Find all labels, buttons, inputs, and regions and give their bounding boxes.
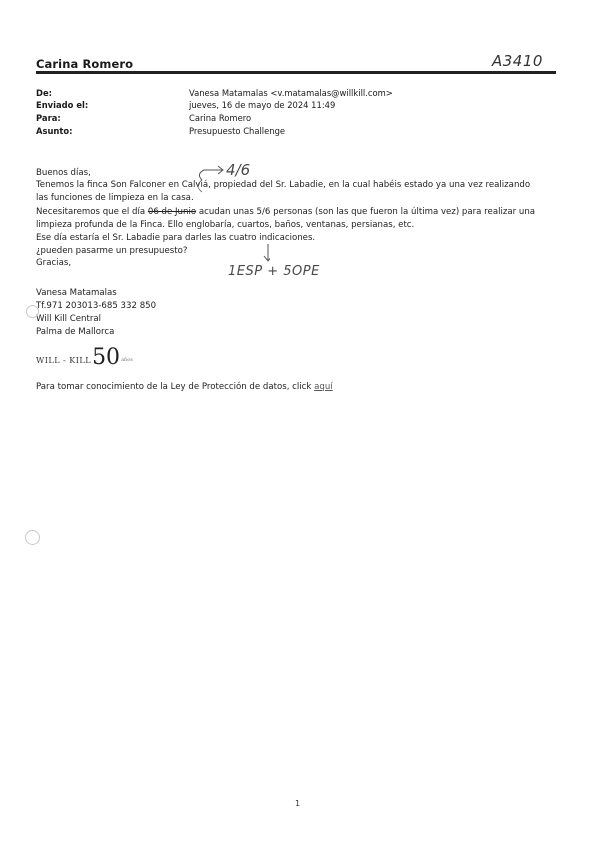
date-correction-arrow (199, 170, 222, 180)
logo-anniversary-suffix: años (121, 357, 133, 363)
punch-hole-mark-top (26, 305, 39, 318)
page-number: 1 (294, 799, 301, 808)
privacy-text: Para tomar conocimiento de la Ley de Protección de datos, click (36, 382, 312, 392)
subject-label: Asunto: (36, 126, 73, 136)
body-line-1: Tenemos la finca Son Falconer en Calviá, propiedad del Sr. Labadie, en la cual habéis estado ya una vez realizando (36, 180, 531, 190)
privacy-link[interactable]: aquí (314, 382, 333, 392)
header-divider (36, 71, 556, 74)
header-row-to (36, 113, 556, 125)
signature-name: Vanesa Matamalas (36, 288, 117, 298)
handwritten-reference-number: A3410 (492, 52, 543, 70)
logo-wordmark: WILL - KILL (36, 356, 92, 365)
header-row-sent (36, 100, 556, 112)
body-greeting: Buenos días, (36, 168, 91, 178)
handwritten-date-correction: 4/6 (226, 161, 251, 179)
struck-date: 06 de Junio (147, 207, 197, 217)
staff-note-arrowhead (264, 256, 270, 261)
to-value: Carina Romero (189, 113, 252, 123)
body-line-4: limpieza profunda de la Finca. Ello englobaría, cuartos, baños, ventanas, persianas, etc. (36, 220, 415, 230)
sent-value: jueves, 16 de mayo de 2024 11:49 (189, 100, 336, 110)
to-label: Para: (36, 113, 61, 123)
subject-value: Presupuesto Challenge (189, 126, 286, 136)
date-correction-bracket (198, 180, 202, 192)
signature-phone: Tf.971 203013-685 332 850 (36, 301, 157, 311)
logo-anniversary-number: 50 (92, 345, 121, 370)
signature-city: Palma de Mallorca (36, 327, 115, 337)
body-line-2: las funciones de limpieza en la casa. (36, 193, 194, 203)
signature-company: Will Kill Central (36, 314, 102, 324)
body-line-6: ¿pueden pasarme un presupuesto? (36, 246, 188, 256)
punch-hole-mark-middle (25, 530, 40, 545)
from-label: De: (36, 88, 52, 98)
header-row-subject (36, 126, 556, 138)
sender-name: Carina Romero (36, 57, 134, 71)
sent-label: Enviado el: (36, 100, 89, 110)
body-line-5: Ese día estaría el Sr. Labadie para darles las cuatro indicaciones. (36, 233, 316, 243)
body-line-3-start: Necesitaremos que el día (36, 207, 148, 217)
body-line-3 (36, 206, 535, 218)
header-row-from (36, 88, 556, 100)
company-logo (36, 345, 133, 369)
privacy-notice (36, 381, 333, 393)
from-value: Vanesa Matamalas <v.matamalas@willkill.com> (189, 88, 393, 98)
handwritten-staff-note: 1ESP + 5OPE (228, 264, 320, 279)
body-line-3-end: acudan unas 5/6 personas (son las que fueron la última vez) para realizar una (196, 207, 536, 217)
body-closing: Gracias, (36, 258, 72, 268)
